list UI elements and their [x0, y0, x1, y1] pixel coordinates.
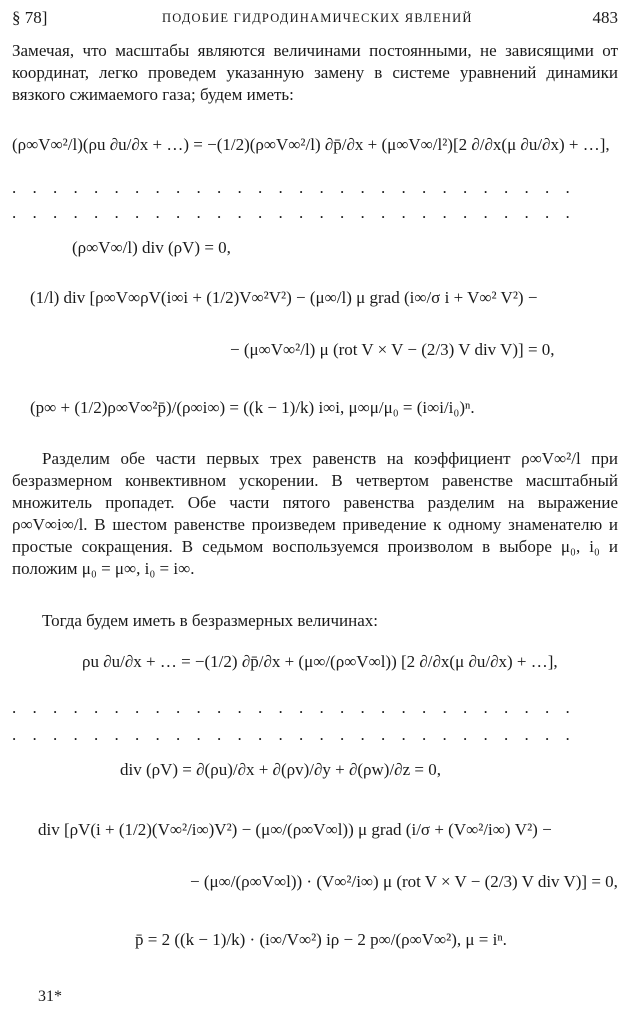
- equation-energy-dimensionless-line2: − (μ∞/(ρ∞V∞l)) · (V∞²/i∞) μ (rot V × V − (2/3) V div V)] = 0,: [190, 872, 618, 891]
- ellipsis-row: . . . . . . . . . . . . . . . . . . . . . . . . . . . .: [12, 725, 576, 744]
- running-header: [12, 8, 618, 30]
- intro-paragraph: Замечая, что масштабы являются величинами постоянными, не зависящими от координат, легко проведем указанную замену в системе уравнений динамики вязкого сжимаемого газа; будем иметь:: [12, 41, 618, 104]
- ellipsis-row: . . . . . . . . . . . . . . . . . . . . . . . . . . . .: [12, 203, 576, 222]
- equation-momentum-dimensional: (ρ∞V∞²/l)(ρu ∂u/∂x + …) = −(1/2)(ρ∞V∞²/l) ∂p̄/∂x + (μ∞V∞/l²)[2 ∂/∂x(μ ∂u/∂x) + …],: [12, 135, 610, 154]
- signature-mark: 31*: [38, 988, 62, 1005]
- equation-energy-dimensional-line1: (1/l) div [ρ∞V∞ρV(i∞i + (1/2)V∞²V²) − (μ∞/l) μ grad (i∞/σ i + V∞² V²) −: [30, 288, 538, 307]
- ellipsis-row: . . . . . . . . . . . . . . . . . . . . . . . . . . . .: [12, 698, 576, 717]
- equation-state-viscosity-dimensional: (p∞ + (1/2)ρ∞V∞²p̄)/(ρ∞i∞) = ((k − 1)/k) i∞i, μ∞μ/μ₀ = (i∞i/i₀)ⁿ.: [30, 398, 475, 417]
- equation-energy-dimensionless-line1: div [ρV(i + (1/2)(V∞²/i∞)V²) − (μ∞/(ρ∞V∞l)) μ grad (i/σ + (V∞²/i∞) V²) −: [38, 820, 552, 839]
- equation-continuity-dimensional: (ρ∞V∞/l) div (ρV) = 0,: [72, 238, 231, 257]
- running-title: ПОДОБИЕ ГИДРОДИНАМИЧЕСКИХ ЯВЛЕНИЙ: [162, 11, 473, 25]
- equation-energy-dimensional-line2: − (μ∞V∞²/l) μ (rot V × V − (2/3) V div V)] = 0,: [230, 340, 555, 359]
- equation-momentum-dimensionless: ρu ∂u/∂x + … = −(1/2) ∂p̄/∂x + (μ∞/(ρ∞V∞l)) [2 ∂/∂x(μ ∂u/∂x) + …],: [82, 652, 558, 671]
- divide-paragraph: Разделим обе части первых трех равенств на коэффициент ρ∞V∞²/l при безразмерном конвективном ускорении. В четвертом равенстве масштабный множитель пропадет. Обе части пятого равенства разделим на выражение ρ∞V∞i∞/l. В шестом равенстве произведем приведение к одному знаменателю и простые сокращения. В седьмом воспользуемся произволом в выборе μ₀, i₀ и положим μ₀ = μ∞, i₀ = i∞.: [12, 449, 618, 578]
- section-number: § 78]: [12, 8, 48, 27]
- then-paragraph: Тогда будем иметь в безразмерных величинах:: [42, 611, 378, 630]
- ellipsis-row: . . . . . . . . . . . . . . . . . . . . . . . . . . . .: [12, 178, 576, 197]
- equation-state-viscosity-dimensionless: p̄ = 2 ((k − 1)/k) · (i∞/V∞²) iρ − 2 p∞/(ρ∞V∞²), μ = iⁿ.: [135, 930, 507, 949]
- page-number: 483: [592, 8, 618, 27]
- equation-continuity-dimensionless: div (ρV) = ∂(ρu)/∂x + ∂(ρv)/∂y + ∂(ρw)/∂z = 0,: [120, 760, 441, 779]
